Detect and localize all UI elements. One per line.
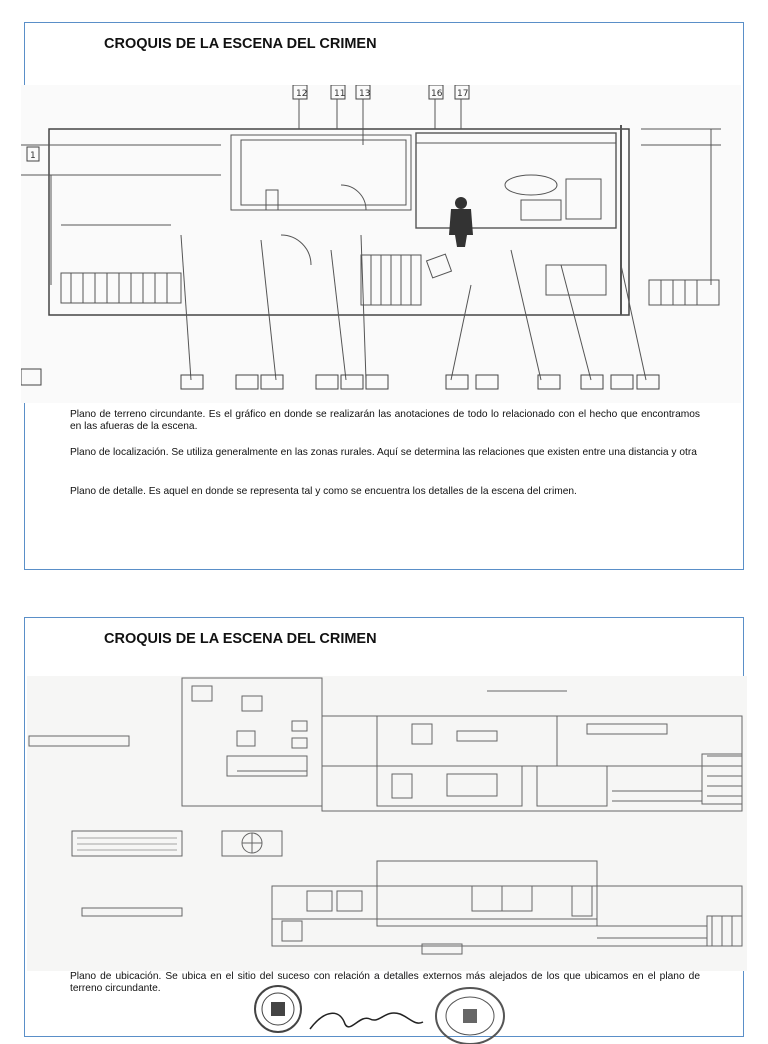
paragraph-ubicacion: Plano de ubicación. Se ubica en el sitio del suceso con relación a detalles externos más alejados de los que ubicamos en el plano de terreno circundante. [70,971,700,994]
label-1: 1 [30,151,36,161]
paragraph-localizacion: Plano de localización. Se utiliza generalmente en las zonas rurales. Aquí se determina las relaciones que existen entre una distancia y otra [70,447,697,458]
house-floor-plan-image [27,676,747,971]
label-16: 16 [431,89,443,99]
slide-title: CROQUIS DE LA ESCENA DEL CRIMEN [104,631,377,647]
label-11: 11 [334,89,346,99]
official-seal-icon [253,984,303,1034]
republic-seal-icon [433,984,508,1044]
slide-title: CROQUIS DE LA ESCENA DEL CRIMEN [104,36,377,52]
slide-2 [24,617,744,1037]
paragraph-terreno-circundante: Plano de terreno circundante. Es el gráfico en donde se realizarán las anotaciones de todo lo relacionado con el hecho que encontramos en las afueras de la escena. [70,409,700,432]
signature-icon [305,1004,425,1034]
label-17: 17 [457,89,469,99]
paragraph-detalle: Plano de detalle. Es aquel en donde se representa tal y como se encuentra los detalles de la escena del crimen. [70,486,577,497]
label-12: 12 [296,89,308,99]
label-13: 13 [359,89,371,99]
slide-1 [24,22,744,570]
crime-scene-floor-plan-image [21,85,741,403]
